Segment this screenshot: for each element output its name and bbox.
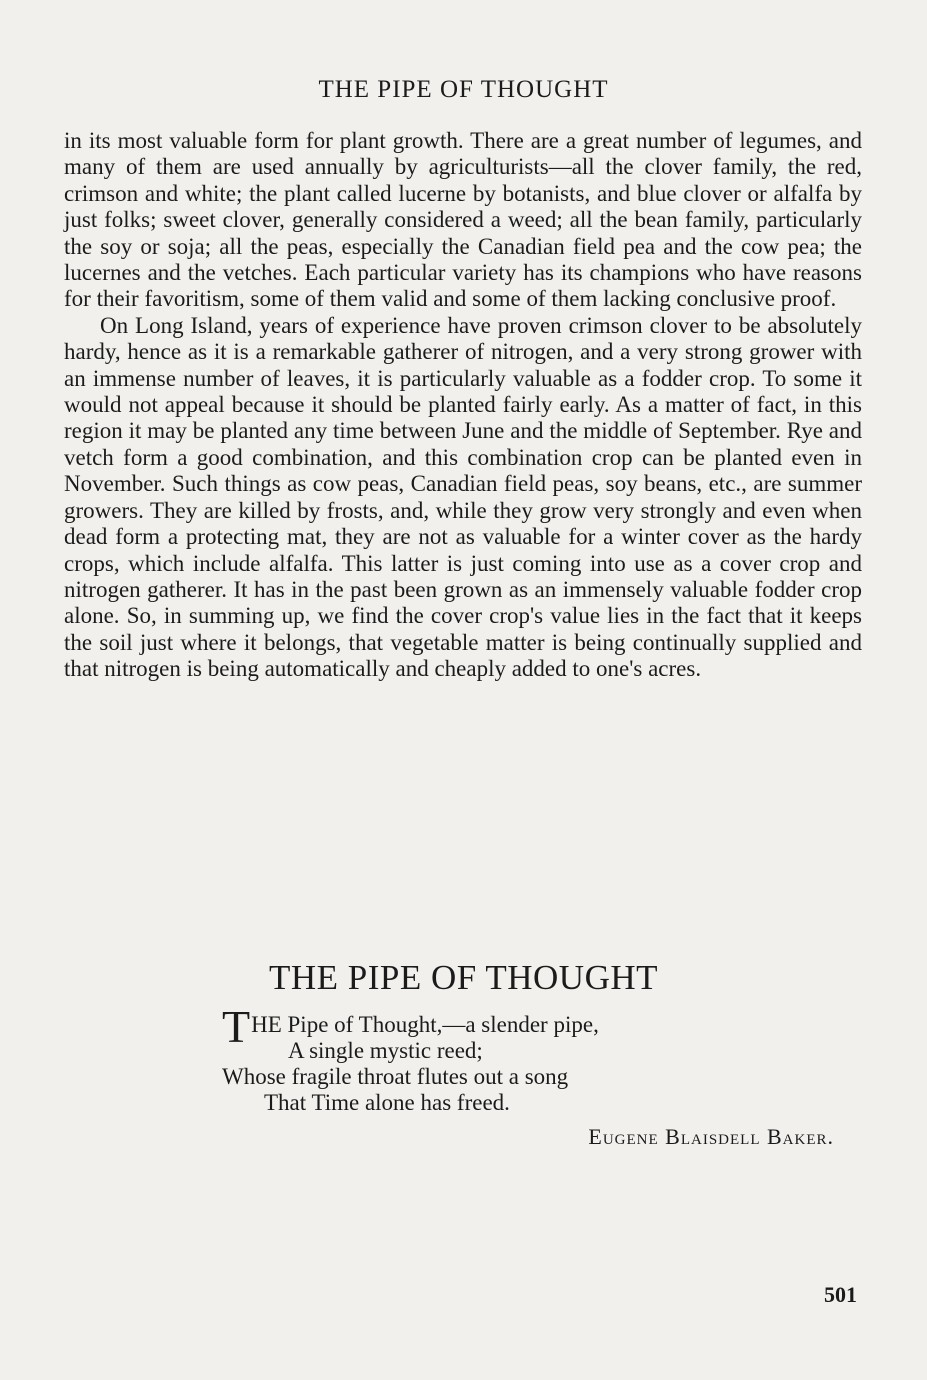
- paragraph-1: in its most valuable form for plant growth. There are a great number of legumes, and many of them are used annually by agriculturists—all the clover family, the red, crimson and white; the plant called lucerne by botanists, and blue clover or alfalfa by just folks; sweet clover, generally considered a weed; all the bean family, particularly the soy or soja; all the peas, especially the Canadian field pea and the cow pea; the lucernes and the vetches. Each particular variety has its champions who have reasons for their favoritism, some of them valid and some of them lacking conclusive proof.: [64, 128, 862, 312]
- poem-line-4: That Time alone has freed.: [264, 1090, 510, 1115]
- poem-author: Eugene Blaisdell Baker.: [588, 1124, 834, 1149]
- running-head: THE PIPE OF THOUGHT: [318, 76, 609, 103]
- poem: [222, 1001, 842, 1116]
- poem-line-1-text: HE Pipe of Thought,—a slender pipe,: [251, 1012, 599, 1037]
- paragraph-2: On Long Island, years of experience have proven crimson clover to be absolutely hardy, hence as it is a remarkable gatherer of nitrogen, and a very strong grower with an immense number of leaves, it is particularly valuable as a fodder crop. To some it would not appeal because it should be planted fairly early. As a matter of fact, in this region it may be planted any time between June and the middle of September. Rye and vetch form a good combination, and this combination crop can be planted even in November. Such things as cow peas, Canadian field peas, soy beans, etc., are summer growers. They are killed by frosts, and, while they grow very strongly and even when dead form a protecting mat, they are not as valuable for a winter cover as the hardy crops, which include alfalfa. This latter is just coming into use as a cover crop and nitrogen gatherer. It has in the past been grown as an immensely valuable fodder crop alone. So, in summing up, we find the cover crop's value lies in the fact that it keeps the soil just where it belongs, that vegetable matter is being continually supplied and that nitrogen is being automatically and cheaply added to one's acres.: [64, 312, 862, 682]
- poem-line-3: Whose fragile throat flutes out a song: [222, 1064, 569, 1089]
- drop-cap: T: [222, 1001, 251, 1052]
- article-body: [64, 128, 862, 683]
- poem-title: THE PIPE OF THOUGHT: [269, 958, 658, 997]
- poem-line-2: A single mystic reed;: [288, 1038, 483, 1063]
- page-number: 501: [824, 1282, 857, 1307]
